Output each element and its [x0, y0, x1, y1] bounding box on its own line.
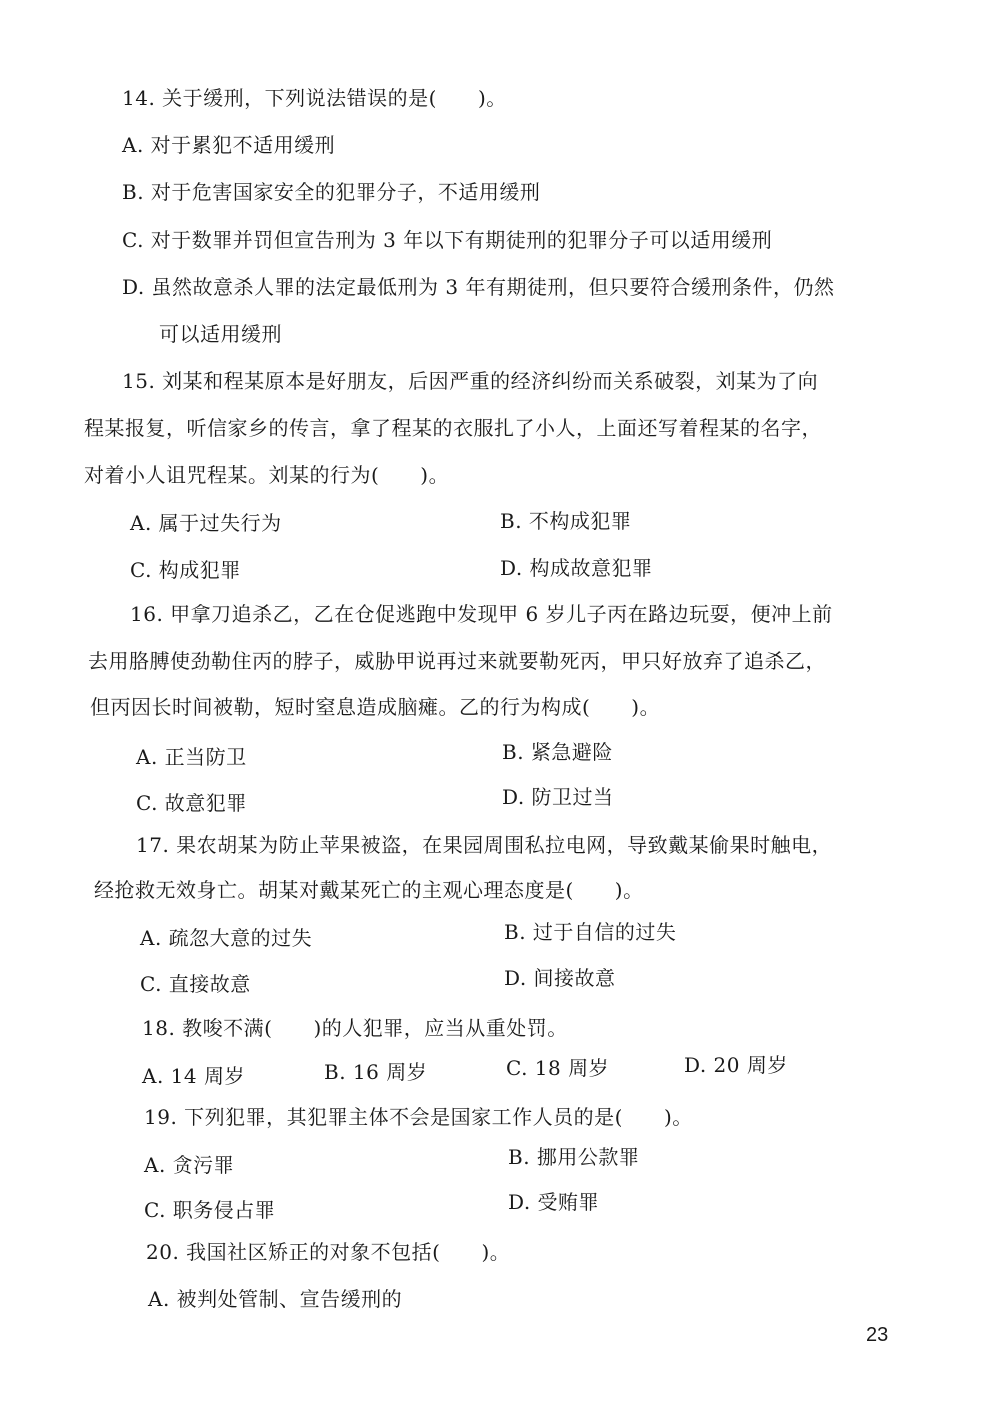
q17-stem-line2: 经抢救无效身亡。胡某对戴某死亡的主观心理态度是( )。 — [94, 878, 644, 902]
q15-stem-line1: 15. 刘某和程某原本是好朋友，后因严重的经济纠纷而关系破裂，刘某为了向 — [122, 369, 819, 393]
q16-stem-line1: 16. 甲拿刀追杀乙，乙在仓促逃跑中发现甲 6 岁儿子丙在路边玩耍，便冲上前 — [130, 602, 833, 626]
q17-option-a: A. 疏忽大意的过失 — [140, 926, 313, 950]
q19-option-c: C. 职务侵占罪 — [144, 1198, 276, 1222]
q16-stem-line3: 但丙因长时间被勒，短时窒息造成脑瘫。乙的行为构成( )。 — [90, 695, 661, 719]
q17-stem-line1: 17. 果农胡某为防止苹果被盗，在果园周围私拉电网，导致戴某偷果时触电， — [136, 833, 833, 857]
q15-stem-line3: 对着小人诅咒程某。刘某的行为( )。 — [84, 463, 450, 487]
q19-stem: 19. 下列犯罪，其犯罪主体不会是国家工作人员的是( )。 — [144, 1105, 693, 1129]
q17-option-d: D. 间接故意 — [504, 966, 616, 990]
q17-option-c: C. 直接故意 — [140, 972, 251, 996]
q15-stem-line2: 程某报复，听信家乡的传言，拿了程某的衣服扎了小人，上面还写着程某的名字， — [84, 416, 822, 440]
q20-stem: 20. 我国社区矫正的对象不包括( )。 — [146, 1240, 511, 1264]
q16-stem-line2: 去用胳膊使劲勒住丙的脖子，威胁甲说再过来就要勒死丙，甲只好放弃了追杀乙， — [88, 649, 826, 673]
q18-option-c: C. 18 周岁 — [506, 1056, 610, 1080]
q19-option-a: A. 贪污罪 — [144, 1153, 235, 1177]
q18-option-a: A. 14 周岁 — [142, 1064, 245, 1088]
q16-option-c: C. 故意犯罪 — [136, 791, 247, 815]
q18-option-b: B. 16 周岁 — [324, 1060, 428, 1084]
q18-option-d: D. 20 周岁 — [684, 1053, 788, 1077]
q20-option-a: A. 被判处管制、宣告缓刑的 — [148, 1287, 403, 1311]
q19-option-d: D. 受贿罪 — [508, 1190, 600, 1214]
q16-option-b: B. 紧急避险 — [502, 740, 613, 764]
q15-option-b: B. 不构成犯罪 — [500, 509, 632, 533]
q14-stem: 14. 关于缓刑，下列说法错误的是( )。 — [122, 86, 507, 110]
page-number: 23 — [866, 1324, 889, 1346]
q14-option-d-line2: 可以适用缓刑 — [159, 322, 282, 346]
q15-option-a: A. 属于过失行为 — [130, 511, 282, 535]
q16-option-d: D. 防卫过当 — [502, 785, 614, 809]
q15-option-c: C. 构成犯罪 — [130, 558, 241, 582]
q19-option-b: B. 挪用公款罪 — [508, 1145, 640, 1169]
q14-option-c: C. 对于数罪并罚但宣告刑为 3 年以下有期徒刑的犯罪分子可以适用缓刑 — [122, 228, 773, 252]
q15-option-d: D. 构成故意犯罪 — [500, 556, 653, 580]
q14-option-a: A. 对于累犯不适用缓刑 — [122, 133, 336, 157]
q14-option-d-line1: D. 虽然故意杀人罪的法定最低刑为 3 年有期徒刑，但只要符合缓刑条件，仍然 — [122, 275, 835, 299]
q17-option-b: B. 过于自信的过失 — [504, 920, 677, 944]
q14-option-b: B. 对于危害国家安全的犯罪分子，不适用缓刑 — [122, 180, 541, 204]
q16-option-a: A. 正当防卫 — [136, 745, 247, 769]
q18-stem: 18. 教唆不满( )的人犯罪，应当从重处罚。 — [142, 1016, 568, 1040]
